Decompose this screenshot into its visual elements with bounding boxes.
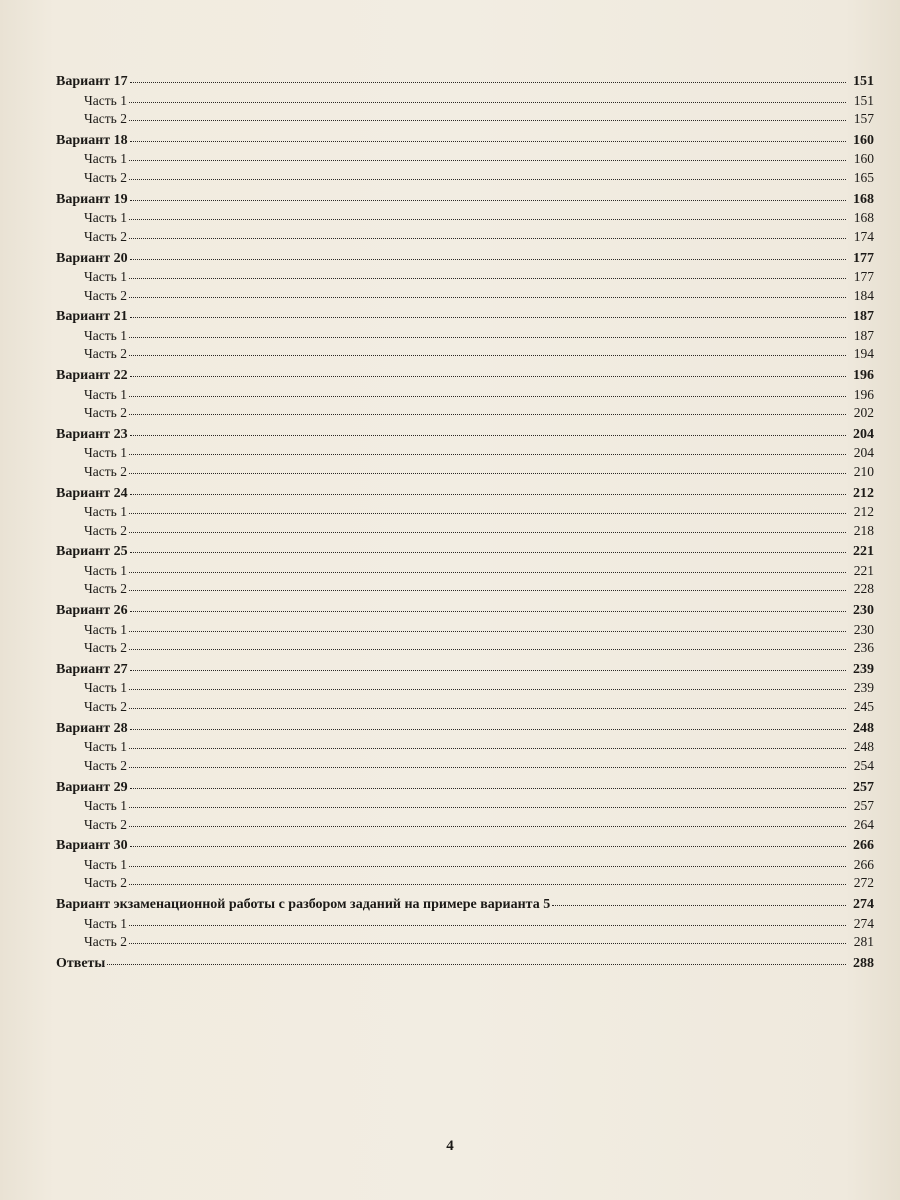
toc-heading-row: [56, 720, 874, 739]
toc-entry-title: Часть 1: [84, 210, 127, 226]
toc-entry-title: Вариант 17: [56, 74, 128, 90]
toc-entry-page: 266: [853, 838, 874, 854]
toc-entry-title: Часть 1: [84, 621, 127, 637]
toc-entry-page: 160: [853, 151, 874, 167]
toc-section: [56, 896, 874, 952]
toc-entry-title: Часть 1: [84, 327, 127, 343]
dot-leader: [129, 679, 846, 691]
toc-subentry-row: [56, 856, 874, 875]
toc-section: [56, 778, 874, 834]
toc-entry-page: 230: [853, 603, 874, 619]
toc-subentry-row: [56, 874, 874, 893]
dot-leader: [130, 365, 846, 377]
toc-entry-title: Часть 2: [84, 757, 127, 773]
toc-subentry-row: [56, 580, 874, 599]
toc-heading-row: [56, 132, 874, 151]
toc-subentry-row: [56, 503, 874, 522]
toc-entry-page: 196: [853, 368, 874, 384]
toc-entry-page: 228: [853, 581, 874, 597]
toc-entry-title: Часть 1: [84, 92, 127, 108]
toc-section: [56, 249, 874, 305]
toc-entry-title: Часть 2: [84, 875, 127, 891]
toc-entry-page: 168: [853, 191, 874, 207]
toc-subentry-row: [56, 110, 874, 129]
toc-entry-page: 160: [853, 132, 874, 148]
toc-heading-row: [56, 426, 874, 445]
toc-entry-page: 257: [853, 779, 874, 795]
toc-entry-title: Часть 2: [84, 581, 127, 597]
dot-leader: [130, 659, 846, 671]
toc-heading-row: [56, 308, 874, 327]
toc-entry-title: Вариант 30: [56, 838, 128, 854]
toc-subentry-row: [56, 463, 874, 482]
toc-subentry-row: [56, 327, 874, 346]
toc-subentry-row: [56, 345, 874, 364]
dot-leader: [129, 697, 846, 709]
toc-subentry-row: [56, 92, 874, 111]
toc-entry-page: 274: [853, 915, 874, 931]
toc-subentry-row: [56, 209, 874, 228]
toc-entry-page: 248: [853, 720, 874, 736]
toc-entry-page: 218: [853, 522, 874, 538]
dot-leader: [130, 541, 846, 553]
toc-entry-title: Часть 2: [84, 934, 127, 950]
toc-entry-page: 174: [853, 228, 874, 244]
toc-entry-title: Вариант 25: [56, 544, 128, 560]
toc-entry-title: Часть 1: [84, 445, 127, 461]
toc-section: [56, 661, 874, 717]
dot-leader: [129, 815, 846, 827]
toc-subentry-row: [56, 698, 874, 717]
toc-section: [56, 720, 874, 776]
toc-section: [56, 543, 874, 599]
page-number: 4: [446, 1138, 454, 1154]
toc-entry-page: 212: [853, 485, 874, 501]
toc-entry-title: Часть 2: [84, 699, 127, 714]
dot-leader: [130, 247, 846, 259]
toc-heading-row: [56, 602, 874, 621]
dot-leader: [129, 326, 846, 338]
toc-entry-title: Вариант 19: [56, 191, 128, 207]
toc-entry-title: Часть 1: [84, 915, 127, 931]
dot-leader: [129, 267, 846, 279]
toc-entry-page: 157: [853, 111, 874, 127]
toc-section: [56, 308, 874, 364]
dot-leader: [130, 835, 846, 847]
dot-leader: [129, 502, 846, 514]
toc-entry-title: Вариант 21: [56, 309, 128, 325]
dot-leader: [129, 932, 846, 944]
toc-entry-page: 221: [853, 544, 874, 560]
toc-entry-page: 254: [853, 757, 874, 773]
toc-subentry-row: [56, 444, 874, 463]
toc-entry-title: Вариант 23: [56, 426, 128, 442]
toc-entry-title: Часть 2: [84, 640, 127, 656]
toc-heading-row: [56, 191, 874, 210]
dot-leader: [129, 914, 846, 926]
dot-leader: [107, 953, 846, 965]
toc-entry-page: 204: [853, 426, 874, 442]
dot-leader: [130, 71, 846, 83]
dot-leader: [130, 130, 846, 142]
toc-entry-page: 221: [853, 562, 874, 578]
toc-entry-title: Часть 1: [84, 386, 127, 402]
toc-subentry-row: [56, 933, 874, 952]
toc-entry-title: Часть 2: [84, 287, 127, 303]
toc-subentry-row: [56, 404, 874, 423]
toc-subentry-row: [56, 679, 874, 698]
dot-leader: [129, 796, 846, 808]
toc-section: [56, 132, 874, 188]
toc-subentry-row: [56, 639, 874, 658]
toc-section: [56, 73, 874, 129]
toc-entry-title: Часть 1: [84, 797, 127, 813]
dot-leader: [129, 561, 846, 573]
toc-subentry-row: [56, 268, 874, 287]
toc-entry-page: 272: [853, 875, 874, 891]
toc-entry-title: Ответы: [56, 955, 106, 971]
toc-subentry-row: [56, 816, 874, 835]
dot-leader: [129, 855, 846, 867]
toc-entry-page: 239: [853, 680, 874, 696]
dot-leader: [129, 737, 846, 749]
dot-leader: [129, 443, 846, 455]
toc-entry-title: Часть 1: [84, 739, 127, 755]
toc-entry-page: 187: [853, 327, 874, 343]
dot-leader: [129, 168, 846, 180]
dot-leader: [130, 306, 846, 318]
toc-entry-title: Часть 1: [84, 151, 127, 167]
toc-entry-title: Вариант экзаменационной работы с разбором заданий на примере варианта 5: [56, 897, 551, 913]
toc-heading-row: [56, 837, 874, 856]
toc-entry-page: 239: [853, 662, 874, 677]
toc-entry-page: 151: [853, 74, 874, 90]
toc-subentry-row: [56, 386, 874, 405]
toc-entry-page: 230: [853, 621, 874, 637]
toc-subentry-row: [56, 228, 874, 247]
toc-subentry-row: [56, 522, 874, 541]
toc-subentry-row: [56, 738, 874, 757]
dot-leader: [129, 150, 846, 162]
dot-leader: [129, 638, 846, 650]
toc-entry-page: 288: [853, 955, 874, 971]
toc-entry-title: Часть 2: [84, 816, 127, 832]
dot-leader: [129, 620, 846, 632]
toc-entry-title: Вариант 26: [56, 603, 128, 619]
toc-entry-page: 196: [853, 386, 874, 402]
toc-heading-row: [56, 778, 874, 797]
toc-entry-page: 187: [853, 309, 874, 325]
toc-entry-page: 177: [853, 250, 874, 266]
toc-section: [56, 191, 874, 247]
toc-entry-title: Часть 2: [84, 111, 127, 127]
dot-leader: [130, 776, 846, 788]
toc-entry-page: 194: [853, 346, 874, 362]
dot-leader: [129, 208, 846, 220]
toc-section: [56, 484, 874, 540]
dot-leader: [129, 91, 846, 103]
toc-entry-title: Часть 2: [84, 463, 127, 479]
toc-heading-row: [56, 543, 874, 562]
dot-leader: [129, 227, 846, 239]
toc-heading-row: [56, 896, 874, 915]
toc-entry-title: Вариант 18: [56, 132, 128, 148]
toc-entry-page: 266: [853, 856, 874, 872]
toc-entry-page: 165: [853, 169, 874, 185]
toc-section: [56, 367, 874, 423]
toc-entry-page: 210: [853, 463, 874, 479]
dot-leader: [130, 189, 846, 201]
toc-entry-page: 236: [853, 640, 874, 656]
toc-heading-row: [56, 955, 874, 974]
toc-section: [56, 426, 874, 482]
toc-subentry-row: [56, 621, 874, 640]
toc-entry-title: Вариант 24: [56, 485, 128, 501]
toc-entry-title: Часть 1: [84, 504, 127, 520]
toc-heading-row: [56, 661, 874, 680]
toc-subentry-row: [56, 287, 874, 306]
toc-entry-title: Вариант 27: [56, 662, 128, 677]
dot-leader: [129, 580, 846, 592]
dot-leader: [129, 109, 846, 121]
toc-subentry-row: [56, 757, 874, 776]
dot-leader: [130, 482, 846, 494]
toc-entry-page: 151: [853, 92, 874, 108]
toc-heading-row: [56, 73, 874, 92]
toc-entry-page: 204: [853, 445, 874, 461]
toc-entry-title: Часть 1: [84, 268, 127, 284]
toc-entry-title: Вариант 29: [56, 779, 128, 795]
toc-entry-title: Вариант 22: [56, 368, 128, 384]
dot-leader: [129, 385, 846, 397]
dot-leader: [129, 756, 846, 768]
toc-heading-row: [56, 484, 874, 503]
toc-section: [56, 837, 874, 893]
toc-entry-title: Часть 2: [84, 522, 127, 538]
toc-entry-title: Часть 1: [84, 562, 127, 578]
dot-leader: [129, 403, 846, 415]
toc-entry-page: 212: [853, 504, 874, 520]
toc-entry-title: Часть 2: [84, 405, 127, 421]
toc-entry-page: 177: [853, 268, 874, 284]
toc-entry-title: Вариант 20: [56, 250, 128, 266]
dot-leader: [130, 718, 846, 730]
toc-entry-page: 168: [853, 210, 874, 226]
toc-entry-page: 257: [853, 797, 874, 813]
dot-leader: [130, 600, 846, 612]
dot-leader: [129, 874, 846, 886]
dot-leader: [129, 462, 846, 474]
toc-subentry-row: [56, 169, 874, 188]
toc-entry-title: Часть 1: [84, 680, 127, 696]
toc-entry-page: 274: [853, 897, 874, 913]
toc-section: [56, 602, 874, 658]
toc-entry-page: 248: [853, 739, 874, 755]
toc-heading-row: [56, 367, 874, 386]
toc-subentry-row: [56, 150, 874, 169]
toc-entry-page: 245: [853, 699, 874, 714]
toc-entry-title: Часть 2: [84, 169, 127, 185]
toc-subentry-row: [56, 562, 874, 581]
toc-entry-page: 264: [853, 816, 874, 832]
dot-leader: [130, 424, 846, 436]
toc-section: [56, 955, 874, 974]
toc-entry-page: 281: [853, 934, 874, 950]
toc-subentry-row: [56, 797, 874, 816]
toc-heading-row: [56, 249, 874, 268]
dot-leader: [552, 894, 846, 906]
toc-entry-page: 202: [853, 405, 874, 421]
toc-entry-title: Часть 1: [84, 856, 127, 872]
toc-subentry-row: [56, 915, 874, 934]
toc-entry-page: 184: [853, 287, 874, 303]
dot-leader: [129, 521, 846, 533]
dot-leader: [129, 345, 846, 357]
toc-entry-title: Часть 2: [84, 346, 127, 362]
toc-entry-title: Часть 2: [84, 228, 127, 244]
table-of-contents: [56, 73, 874, 976]
dot-leader: [129, 286, 846, 298]
toc-entry-title: Вариант 28: [56, 720, 128, 736]
